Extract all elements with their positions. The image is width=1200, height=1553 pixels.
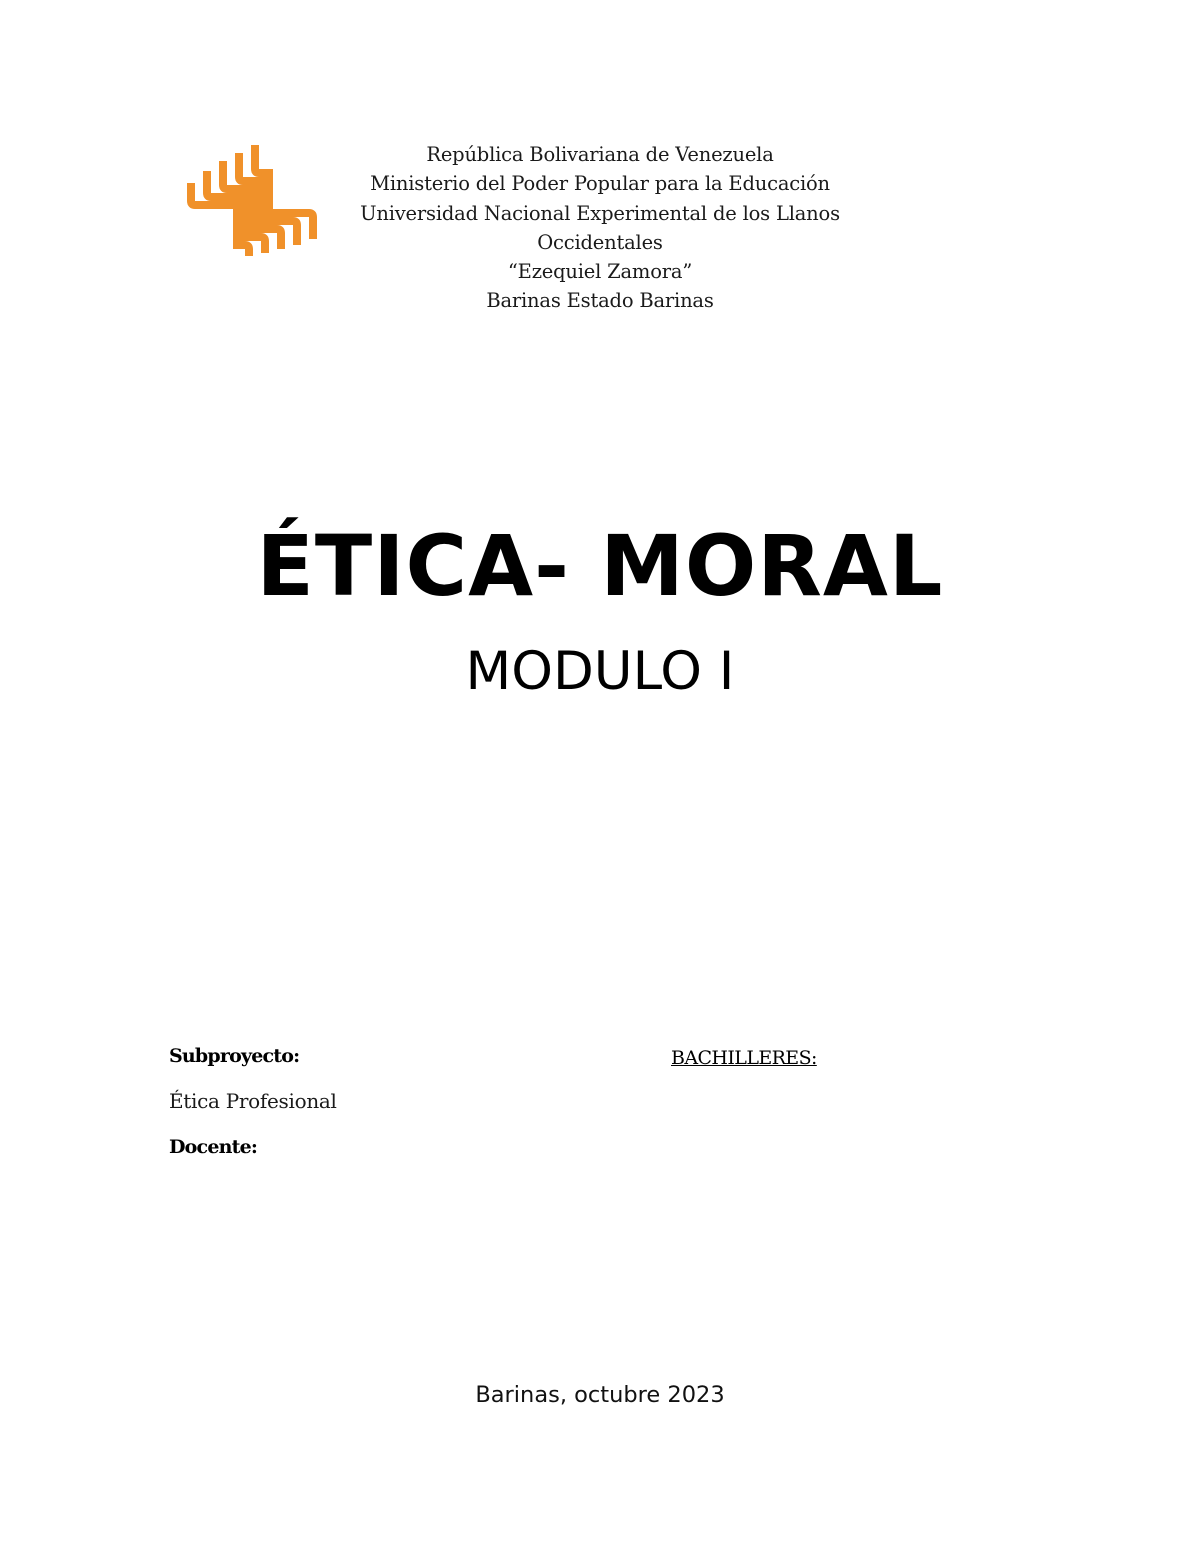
header-university-cont: Occidentales [537,230,663,254]
subproyecto-value: Ética Profesional [169,1089,337,1113]
place-date: Barinas, octubre 2023 [475,1382,725,1408]
docente-label: Docente: [169,1136,258,1158]
header-university-name: “Ezequiel Zamora” [507,260,693,284]
institution-header [300,140,900,316]
document-title: ÉTICA- MORAL [256,517,944,615]
header-ministry: Ministerio del Poder Popular para la Educación [370,172,830,196]
bachilleres-label: BACHILLERES: [671,1047,817,1069]
subproyecto-label: Subproyecto: [169,1045,300,1067]
header-location: Barinas Estado Barinas [486,289,714,313]
document-subtitle: MODULO I [465,641,735,702]
header-university: Universidad Nacional Experimental de los Llanos [360,201,840,225]
header-country: República Bolivariana de Venezuela [426,143,774,166]
